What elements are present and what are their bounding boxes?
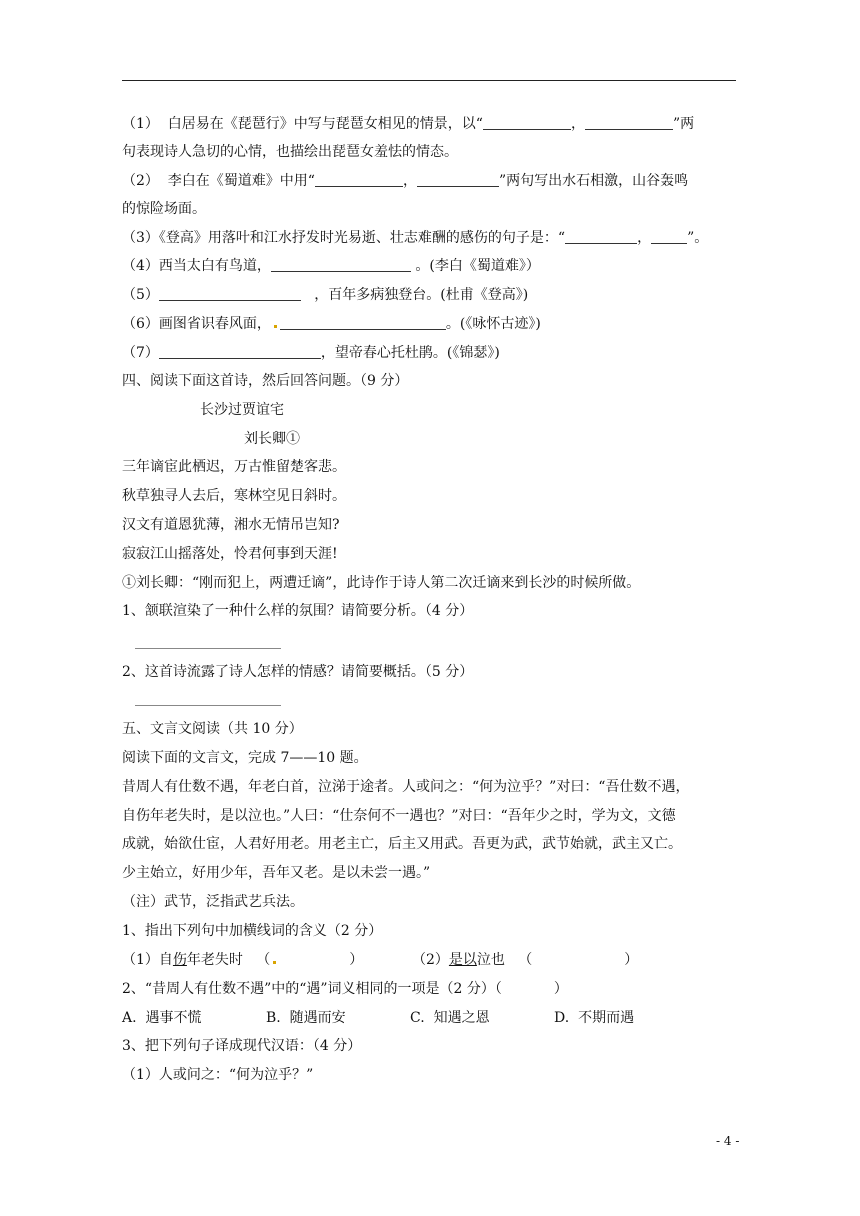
fill-q4-text: （4）西当太白有鸟道， <box>122 258 271 274</box>
poem-footnote: ①刘长卿：“刚而犯上，两遭迁谪”，此诗作于诗人第二次迁谪来到长沙的时候所做。 <box>122 575 641 591</box>
item-text: 泣也 （ <box>476 952 533 968</box>
answer-blank[interactable] <box>159 286 301 301</box>
option-a[interactable]: A. 遇事不慌 <box>122 1010 202 1026</box>
poem-line: 秋草独寻人去后，寒林空见日斜时。 <box>122 488 346 504</box>
answer-blank[interactable] <box>280 315 446 330</box>
close-paren: ） <box>349 952 364 968</box>
question-3: 3、把下列句子译成现代汉语：（4 分） <box>122 1038 362 1054</box>
fill-q3 <box>122 228 708 248</box>
fill-q2-text: （2） 李白在《蜀道难》中用“ <box>122 173 315 189</box>
section-heading: 五、文言文阅读（共 10 分） <box>122 721 303 737</box>
fill-q6 <box>122 314 541 334</box>
poem-line: 汉文有道恩犹薄，湘水无情吊岂知? <box>122 517 340 533</box>
answer-blank[interactable] <box>483 115 571 130</box>
section-heading: 四、阅读下面这首诗，然后回答问题。（9 分） <box>122 373 409 389</box>
question-1-part-1 <box>122 950 363 970</box>
answer-blank[interactable] <box>565 229 637 244</box>
fill-q2-text: ”两句写出水石相激，山谷轰鸣 <box>498 173 689 189</box>
underlined-word: 伤 <box>172 952 187 968</box>
fill-q2-line2 <box>122 199 206 219</box>
highlight-mark <box>273 961 276 964</box>
fill-q4-text: 。(李白《蜀道难》） <box>410 258 540 274</box>
fill-q1-text: ”两 <box>672 116 695 132</box>
passage-note: （注）武节，泛指武艺兵法。 <box>122 894 304 910</box>
fill-q7-text: ，望帝春心托杜鹃。(《锦瑟》) <box>320 345 500 361</box>
fill-q2-line1 <box>122 171 688 191</box>
answer-blank[interactable] <box>271 257 411 272</box>
instruction: 阅读下面的文言文，完成 7——10 题。 <box>122 750 368 766</box>
question-1-part-2 <box>412 950 638 970</box>
answer-blank[interactable] <box>417 172 499 187</box>
passage-line: 成就，始欲仕宦，人君好用老。用老主亡，后主又用武。吾更为武，武节始就，武主又亡。 <box>122 836 682 852</box>
header-rule <box>122 80 736 81</box>
comma: ， <box>637 230 652 246</box>
answer-blank[interactable] <box>585 115 673 130</box>
comma: ， <box>570 116 585 132</box>
poem-line: 三年谪宦此栖迟，万古惟留楚客悲。 <box>122 459 346 475</box>
poem-line: 寂寂江山摇落处，怜君何事到天涯! <box>122 546 338 562</box>
answer-line[interactable] <box>135 648 281 649</box>
fill-q1-text: 句表现诗人急切的心情，也描绘出琵琶女羞怯的情态。 <box>122 144 458 160</box>
poem-question-1: 1、颔联渲染了一种什么样的氛围？请简要分析。（4 分） <box>122 603 474 619</box>
page-number: - 4 - <box>716 1134 740 1148</box>
fill-q7-text: （7） <box>122 345 159 361</box>
close-paren: ） <box>553 981 568 997</box>
question-3-part-1: （1）人或问之：“何为泣乎？” <box>122 1067 314 1083</box>
question-2-text: 2、“昔周人有仕数不遇”中的“遇”词义相同的一项是（2 分）（ <box>122 981 502 997</box>
option-b[interactable]: B. 随遇而安 <box>266 1010 346 1026</box>
answer-blank[interactable] <box>651 229 687 244</box>
comma: ， <box>402 173 417 189</box>
option-d[interactable]: D. 不期而遇 <box>554 1010 635 1026</box>
fill-q5-text: ，百年多病独登台。(杜甫《登高》) <box>314 287 529 303</box>
fill-q5-text: （5） <box>122 287 159 303</box>
poem-title: 长沙过贾谊宅 <box>200 402 284 418</box>
option-c[interactable]: C. 知遇之恩 <box>410 1010 490 1026</box>
poem-question-2: 2、这首诗流露了诗人怎样的情感？请简要概括。（5 分） <box>122 664 474 680</box>
close-paren: ） <box>624 952 639 968</box>
poem-author: 刘长卿① <box>244 431 300 447</box>
answer-blank[interactable] <box>315 172 403 187</box>
item-text: （1）自 <box>122 952 173 968</box>
item-text: 年老失时 （ <box>186 952 271 968</box>
fill-q3-text: （3）《登高》用落叶和江水抒发时光易逝、壮志难酬的感伤的句子是：“ <box>122 230 566 246</box>
answer-line[interactable] <box>135 705 281 706</box>
fill-q1-text: （1） 白居易在《琵琶行》中写与琵琶女相见的情景，以“ <box>122 116 483 132</box>
underlined-word: 是以 <box>448 952 477 968</box>
fill-q7 <box>122 343 500 363</box>
item-text: （2） <box>412 952 449 968</box>
question-1: 1、指出下列句中加横线词的含义（2 分） <box>122 923 383 939</box>
fill-q2-text: 的惊险场面。 <box>122 201 206 217</box>
passage-line: 昔周人有仕数不遇，年老白首，泣涕于途者。人或问之：“何为泣乎？”对曰：“吾仕数不遇， <box>122 779 690 795</box>
fill-q1-line2 <box>122 142 458 162</box>
fill-q6-text: 。(《咏怀古迹》) <box>445 316 541 332</box>
fill-q3-text: ”。 <box>687 230 709 246</box>
question-2 <box>122 979 568 999</box>
passage-line: 自伤年老失时，是以泣也。”人曰：“仕奈何不一遇也？”对曰：“吾年少之时，学为文，文德 <box>122 808 676 824</box>
passage-line: 少主始立，好用少年，吾年又老。是以未尝一遇。” <box>122 865 431 881</box>
fill-q4 <box>122 256 540 276</box>
answer-blank[interactable] <box>159 344 321 359</box>
fill-q5 <box>122 285 528 305</box>
fill-q1-line1 <box>122 114 694 134</box>
fill-q6-text: （6）画图省识春风面， <box>122 316 271 332</box>
highlight-mark <box>274 325 277 328</box>
